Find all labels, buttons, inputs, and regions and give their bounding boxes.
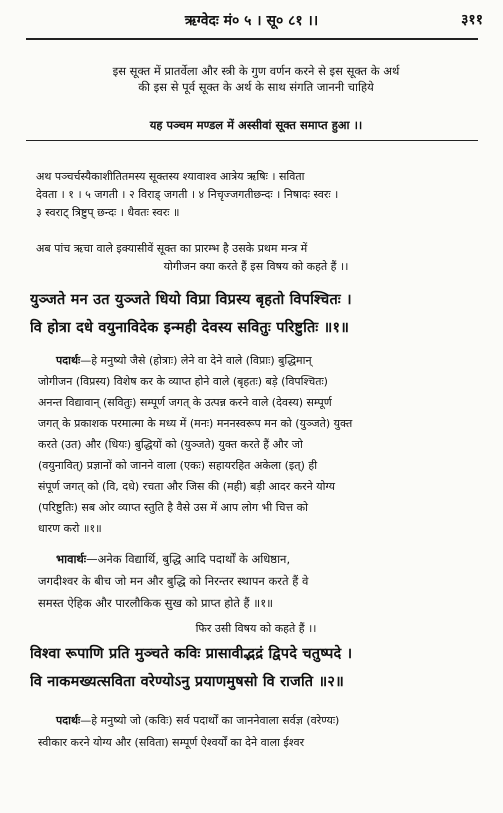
sukta-header-line-2: देवता । १ । ५ जगती । २ विराड् जगती । ४ निचृज्जगतीछन्दः । निषादः स्वरः ।: [36, 188, 339, 201]
intro-line-1: इस सूक्त में प्रातर्वेला और स्त्री के गुण वर्णन करने से इस सूक्त के अर्थ: [112, 64, 400, 78]
sukta-end-note: यह पञ्चम मण्डल में अस्सीवां सूक्त समाप्त हुआ ।।: [149, 118, 363, 132]
page-header: [0, 10, 503, 34]
bhavartha-1-line-1: —अनेक विद्यार्थि, बुद्धि आदि पदार्थों के अधिष्ठान,: [86, 552, 291, 566]
bhavartha-1: [38, 548, 476, 614]
topic-line-2: योगीजन क्या करते हैं इस विषय को कहते हैं ।।: [163, 260, 349, 273]
padartha-1-line-7: संपूर्ण जगत् को (वि, दधे) रचता और जिस की (मही) बड़ी आदर करने योग्य: [38, 480, 335, 493]
running-title: ऋग्वेदः मं० ५ । सू० ८१ ।।: [184, 13, 319, 29]
sukta-header-line-3: ३ स्वराट् त्रिष्टुप् छन्दः । धैवतः स्वरः ॥: [36, 206, 180, 219]
padartha-label: पदार्थः: [56, 354, 81, 367]
mantra-1-line-1: युञ्जते मन उत युञ्जते धियो विप्रा विप्रस्य बृहतो विपश्चितः ।: [30, 292, 352, 308]
padartha-1: [38, 350, 476, 539]
intro-text: [36, 64, 476, 95]
mantra-2-line-2: वि नाकमख्यत्सविता वरेण्योऽनु प्रयाणमुषसो वि राजति ॥२॥: [30, 674, 344, 690]
page-number: ३११: [461, 12, 483, 28]
padartha-1-line-9: धारण करो ॥१॥: [38, 522, 102, 535]
padartha-2-line-1: —हे मनुष्यो जो (कविः) सर्व पदार्थों का जाननेवाला सर्वज्ञ (वरेण्यः): [80, 714, 340, 727]
padartha-2-label: पदार्थः: [56, 714, 81, 727]
bhavartha-label: भावार्थः: [56, 552, 87, 566]
bhavartha-1-line-2: जगदीश्वर के बीच जो मन और बुद्धि को निरन्तर स्थापन करते हैं वे: [38, 574, 309, 588]
padartha-2-line-2: स्वीकार करने योग्य और (सविता) सम्पूर्ण ऐश्वर्यों का देने वाला ईश्वर: [38, 736, 305, 749]
mantra-1: [30, 286, 476, 342]
padartha-1-line-6: (वयुनावित्) प्रज्ञानों को जानने वाला (एकः) सहायरहित अकेला (इत्) ही: [38, 459, 318, 472]
padartha-1-line-8: (परिष्टुतिः) सब ओर व्याप्त स्तुति है वैसे उस में आप लोग भी चित्त को: [38, 501, 308, 514]
bhavartha-1-line-3: समस्त ऐहिक और पारलौकिक सुख को प्राप्त होते हैं ॥१॥: [38, 596, 274, 610]
padartha-1-line-1: —हे मनुष्यो जैसे (होत्राः) लेने वा देने वाले (विप्राः) बुद्धिमान्: [80, 354, 312, 367]
header-rule: [26, 38, 478, 40]
topic-2: फिर उसी विषय को कहते हैं ।।: [195, 622, 317, 635]
padartha-2: [38, 710, 476, 754]
topic-line-1: अब पांच ऋचा वाले इक्यासीवें सूक्त का प्रारम्भ है उसके प्रथम मन्त्र में: [36, 242, 308, 255]
padartha-1-line-2: जोगीजन (विप्रस्य) विशेष कर के व्याप्त होने वाले (बृहतः) बड़े (विपश्चितः): [38, 375, 328, 388]
sukta-header-line-1: अथ पञ्चर्चस्यैकाशीतितमस्य सूक्तस्य श्यावाश्व आत्रेय ऋषिः । सविता: [36, 170, 305, 183]
section-rule: [26, 140, 478, 141]
topic-intro: [36, 240, 476, 276]
padartha-1-line-4: जगत् के प्रकाशक परमात्मा के मध्य में (मनः) मननस्वरूप मन को (युञ्जते) युक्त: [38, 417, 353, 430]
mantra-2-line-1: विश्वा रूपाणि प्रति मुञ्चते कविः प्रासावीद्भद्रं द्विपदे चतुष्पदे ।: [30, 646, 353, 662]
sukta-header: [36, 168, 476, 222]
padartha-1-line-3: अनन्त विद्यावान् (सवितुः) सम्पूर्ण जगत् के उत्पन्न करने वाले (देवस्य) सम्पूर्ण: [38, 396, 332, 409]
padartha-1-line-5: करते (उत) और (धियः) बुद्धियों को (युञ्जते) युक्त करते हैं और जो: [38, 438, 303, 451]
mantra-2: [30, 640, 476, 696]
mantra-1-line-2: वि होत्रा दधे वयुनाविदेक इन्मही देवस्य सवितुः परिष्टुतिः ॥१॥: [30, 320, 350, 336]
intro-line-2: की इस से पूर्व सूक्त के अर्थ के साथ संगति जाननी चाहिये: [138, 79, 374, 94]
